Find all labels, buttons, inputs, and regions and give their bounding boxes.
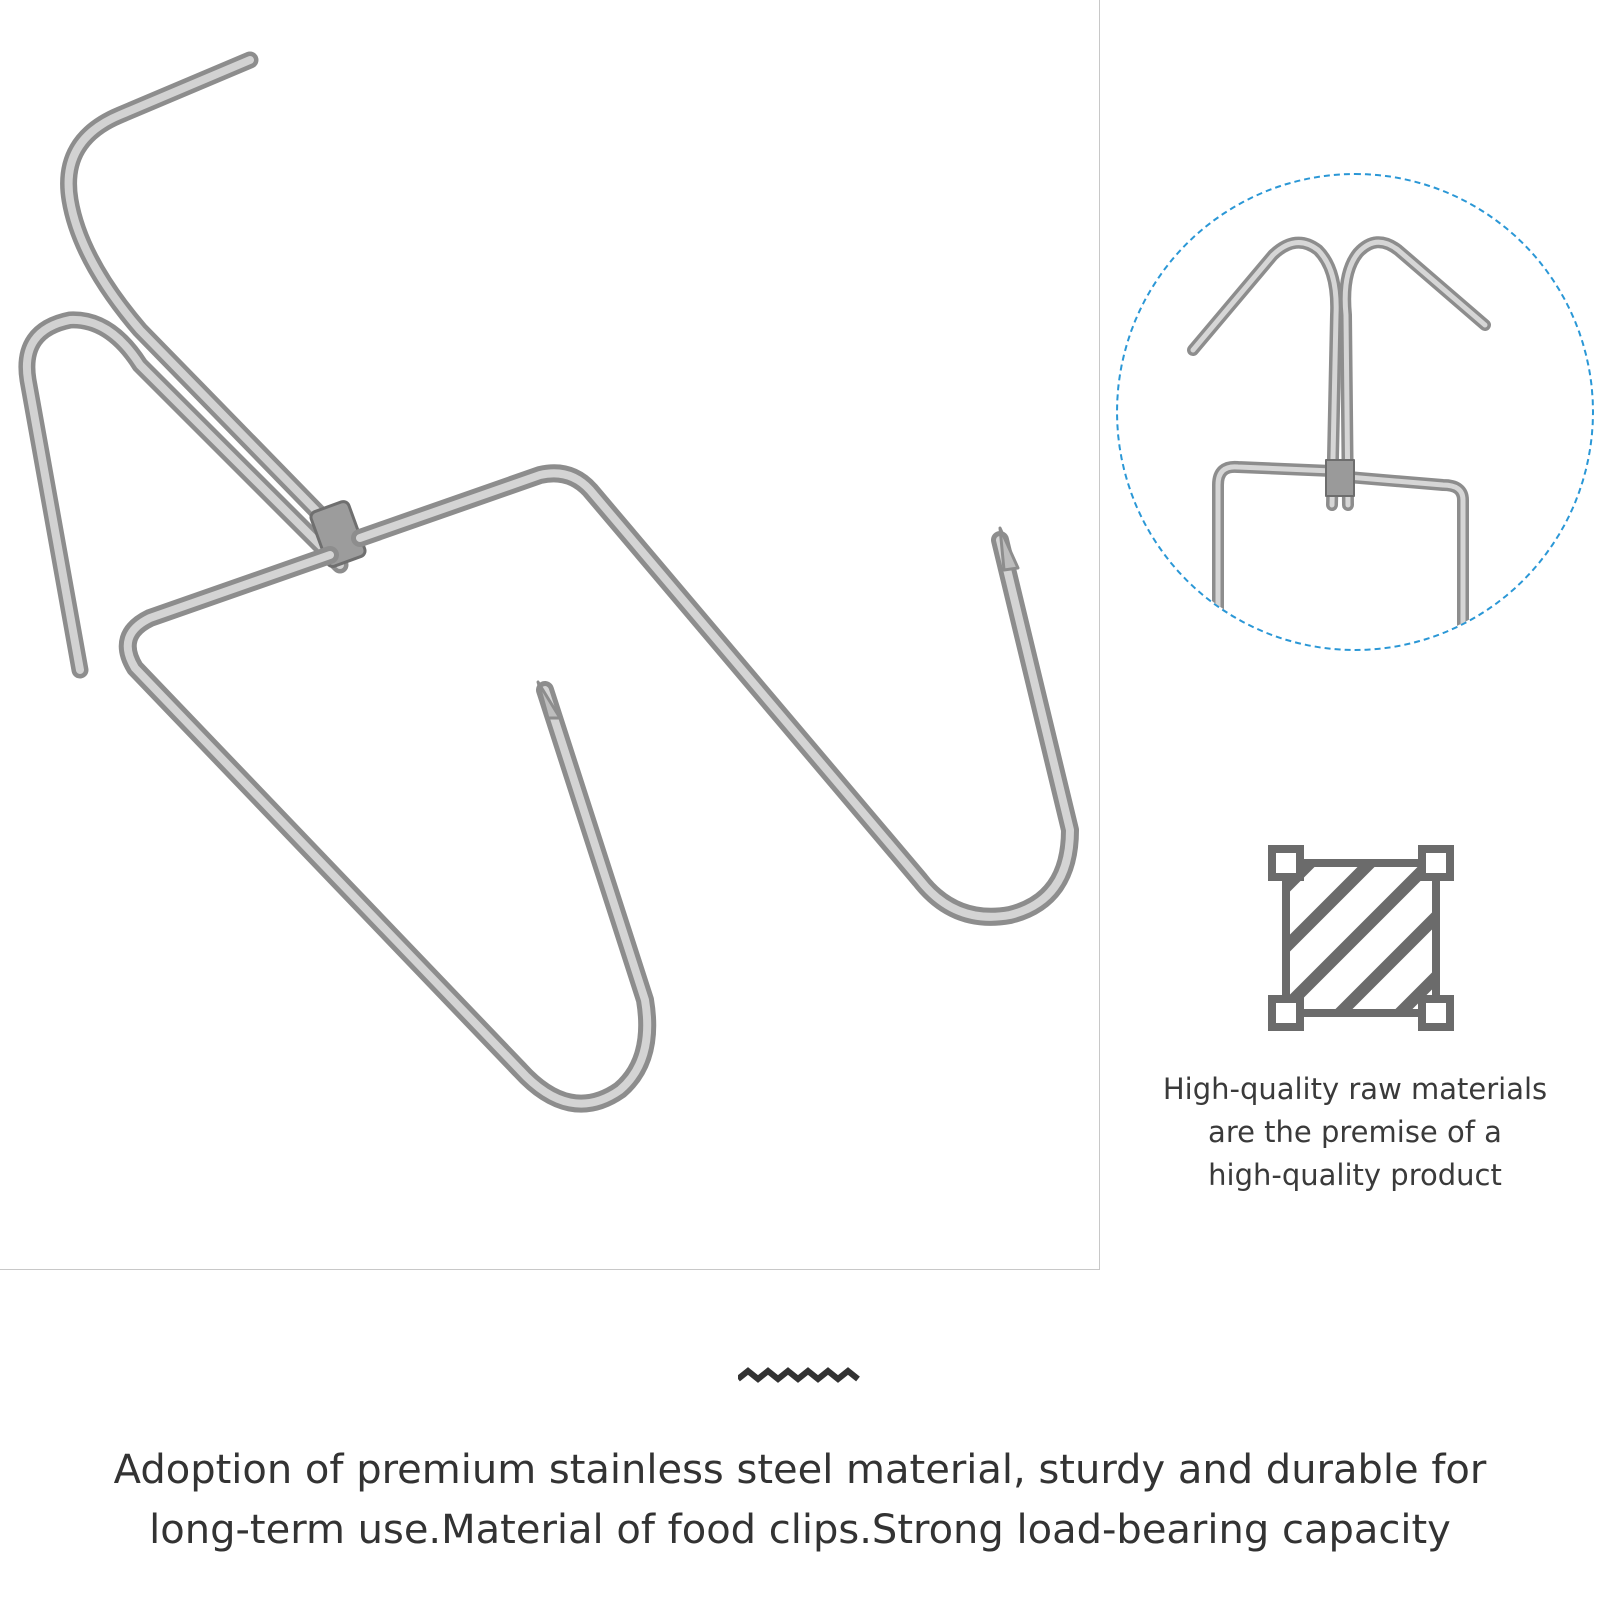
- detail-zoom-circle: [1116, 173, 1594, 651]
- hook-detail-illustration: [1118, 175, 1592, 649]
- feature-caption: High-quality raw materials are the premise of a high-quality product: [1162, 1072, 1548, 1192]
- material-texture-icon: [1268, 845, 1454, 1035]
- product-description: Adoption of premium stainless steel material, sturdy and durable for long-term use.Material of food clips.Strong load-bearing capacity: [113, 1447, 1487, 1553]
- zigzag-divider-icon: [738, 1365, 860, 1389]
